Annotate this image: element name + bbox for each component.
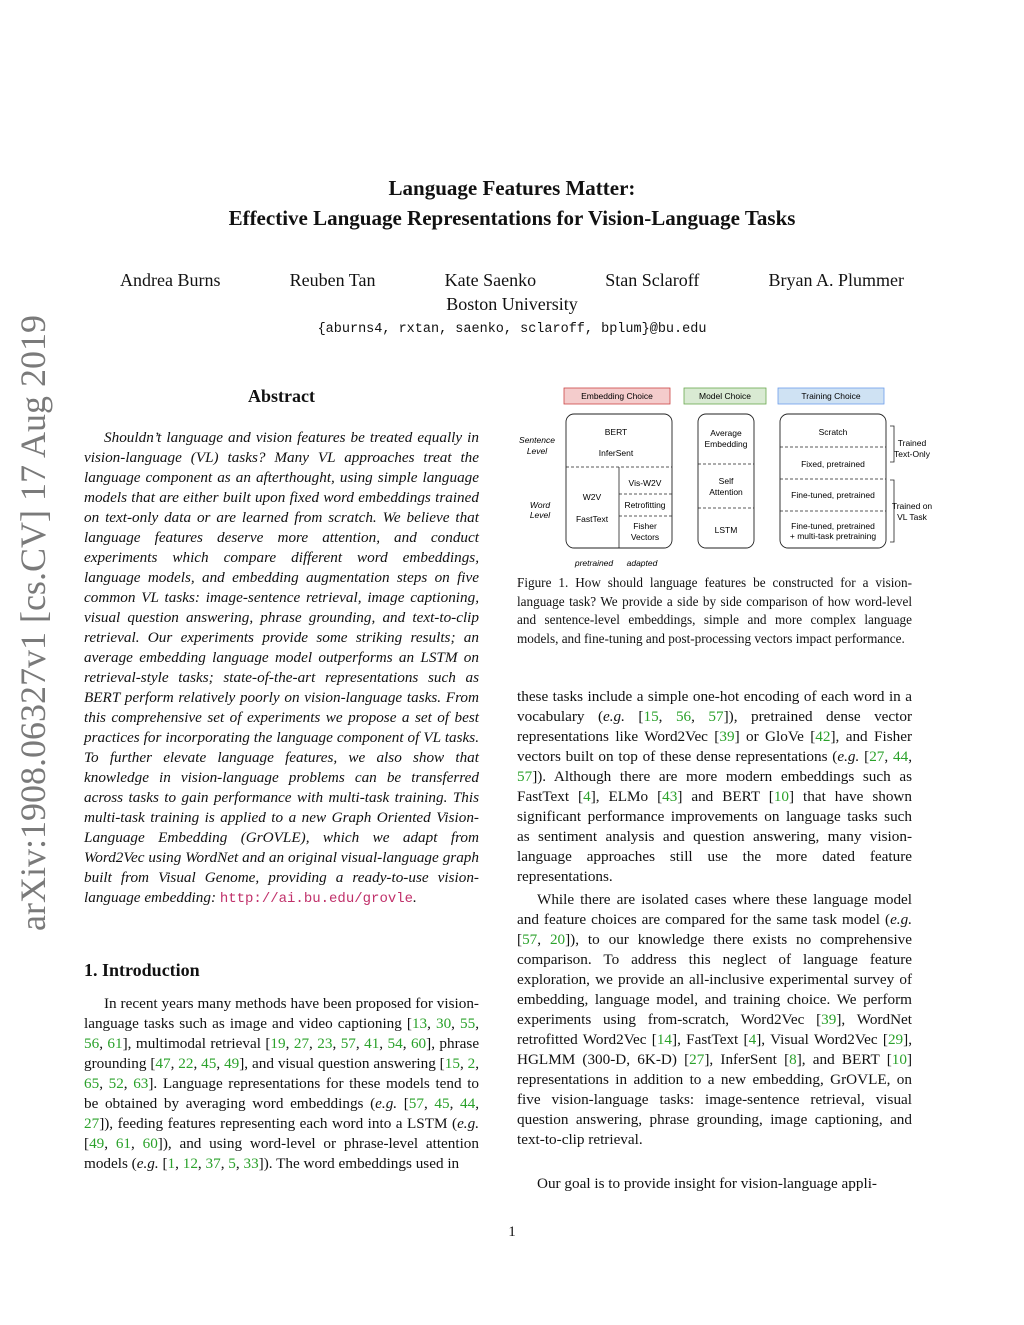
figure-1-caption: Figure 1. How should language features be constructed for a vision-language task? We provide a side by side comparison of how word-level and sentence-level embeddings, simple and more complex language models, and fine-tuning and post-processing vectors impact performance. — [517, 575, 912, 646]
svg-text:Fisher: Fisher — [633, 521, 657, 531]
svg-text:W2V: W2V — [582, 492, 602, 502]
abstract-text: Shouldn’t language and vision features be treated equally in vision-language (VL) tasks? Many VL approaches treat the language component as an afterthought, using simple language models that are either built upon fixed word embeddings trained on text-only data or are learned from scratch. We believe that language features deserve more attention, and conduct experiments which compare different word embeddings, language models, and embedding augmentation steps on five common VL tasks: image-sentence retrieval, image captioning, visual question answering, phrase grounding, and text-to-clip retrieval. Our experiments provide some striking results; an average embedding language model outperforms an LSTM on retrieval-style tasks; state-of-the-art representations such as BERT perform relatively poorly on vision-language tasks. From this comprehensive set of experiments we propose a set of best practices for incorporating the language component of VL tasks. To further elevate language features, we also show that knowledge in vision-language problems can be transferred across tasks to gain performance with multi-task training. This multi-task training is applied to a new Graph Oriented Vision-Language Embedding (GrOVLE), which we adapt from Word2Vec using WordNet and an original visual-language graph built from Visual Genome, providing a ready-to-use vision-language embedding: — [84, 429, 479, 906]
svg-text:Model Choice: Model Choice — [699, 391, 751, 401]
citation-link[interactable]: 1 — [167, 1155, 176, 1172]
svg-text:Fixed, pretrained: Fixed, pretrained — [801, 459, 865, 469]
citation-link[interactable]: 27 — [689, 1051, 705, 1068]
svg-text:+ multi-task pretraining: + multi-task pretraining — [789, 531, 877, 541]
svg-text:Attention: Attention — [709, 487, 743, 497]
paper-title-line1: Language Features Matter: — [388, 176, 636, 200]
citation-link[interactable]: 54 — [387, 1035, 403, 1052]
svg-text:Average: Average — [710, 428, 742, 438]
citation-link[interactable]: 56 — [675, 708, 692, 725]
author-emails: {aburns4, rxtan, saenko, sclaroff, bplum}@bu.edu — [317, 322, 707, 337]
svg-text:Sentence: Sentence — [519, 435, 555, 445]
citation-link[interactable]: 4 — [748, 1031, 757, 1048]
citation-link[interactable]: 5 — [228, 1155, 236, 1172]
svg-text:Retrofitting: Retrofitting — [624, 500, 666, 510]
citation-link[interactable]: 22 — [178, 1055, 194, 1072]
citation-link[interactable]: 15 — [444, 1055, 460, 1072]
page-number: 1 — [508, 1224, 516, 1240]
abstract-body: Shouldn’t language and vision features be treated equally in vision-language (VL) tasks? Many VL approaches treat the language component as an afterthought, using simple language models that are either built upon fixed word embeddings trained on text-only data or are learned from scratch. We believe that language features deserve more attention, and conduct experiments which compare different word embeddings, language models, and embedding augmentation steps on five common VL tasks: image-sentence retrieval, image captioning, visual question answering, phrase grounding, and text-to-clip retrieval. Our experiments provide some striking results; an average embedding language model outperforms an LSTM on retrieval-style tasks; state-of-the-art representations such as BERT perform relatively poorly on vision-language tasks. From this comprehensive set of experiments we propose a set of best practices for incorporating the language component of VL tasks. To further elevate language features, we also show that knowledge in vision-language problems can be transferred across tasks to gain performance with multi-task training. This multi-task training is applied to a new Graph Oriented Vision-Language Embedding (GrOVLE), which we adapt from Word2Vec using WordNet and an original visual-language graph built from Visual Genome, providing a ready-to-use vision-language embedding: http://ai.bu.edu/grovle. — [84, 429, 479, 907]
citation-link[interactable]: 29 — [887, 1031, 904, 1048]
svg-text:Vectors: Vectors — [630, 532, 660, 542]
author: Stan Sclaroff — [605, 270, 700, 290]
svg-text:Trained: Trained — [897, 438, 927, 448]
citation-link[interactable]: 10 — [773, 788, 790, 805]
abstract-heading: Abstract — [248, 386, 315, 406]
level-labels — [519, 435, 555, 520]
svg-text:Fine-tuned, pretrained: Fine-tuned, pretrained — [791, 490, 875, 500]
citation-link[interactable]: 52 — [108, 1075, 124, 1092]
citation-link[interactable]: 20 — [549, 931, 566, 948]
svg-text:LSTM: LSTM — [714, 525, 738, 535]
svg-text:Text-Only: Text-Only — [894, 449, 930, 459]
svg-text:pretrained: pretrained — [574, 558, 614, 568]
citation-link[interactable]: 44 — [460, 1095, 476, 1112]
svg-text:VL Task: VL Task — [897, 512, 927, 522]
citation-link[interactable]: 57 — [708, 708, 724, 725]
citation-link[interactable]: 43 — [662, 788, 678, 805]
citation-link[interactable]: 42 — [815, 728, 831, 745]
citation-link[interactable]: 39 — [821, 1011, 837, 1028]
intro-paragraph-1: In recent years many methods have been proposed for vision-language tasks such as image and video captioning [13, 30, 55, 56, 61], multimodal retrieval [19, 27, 23, 57, 41, 54, 60], phrase grounding [47, 22, 45, 49], and visual question answering [15, 2, 65, 52, 63]. Language representations for these models tend to be obtained by averaging word embeddings (e.g. [57, 45, 44, 27]), feeding features representing each word into a LSTM (e.g. [49, 61, 60]), and using word-level or phrase-level attention models (e.g. [1, 12, 37, 5, 33]). The word embeddings used in — [84, 995, 480, 1172]
citation-link[interactable]: 39 — [719, 728, 735, 745]
figure-1-diagram — [514, 384, 933, 574]
citation-link[interactable]: 13 — [411, 1015, 428, 1032]
citation-link[interactable]: 2 — [467, 1055, 476, 1072]
svg-text:FastText: FastText — [575, 514, 609, 524]
citation-link[interactable]: 27 — [84, 1115, 100, 1132]
citation-link[interactable]: 57 — [522, 931, 538, 948]
citation-link[interactable]: 55 — [460, 1015, 476, 1032]
affiliation: Boston University — [446, 294, 578, 314]
citation-link[interactable]: 41 — [364, 1035, 380, 1052]
citation-link[interactable]: 47 — [155, 1055, 171, 1072]
citation-link[interactable]: 45 — [201, 1055, 217, 1072]
citation-link[interactable]: 4 — [583, 788, 591, 805]
citation-link[interactable]: 63 — [133, 1075, 149, 1092]
author: Reuben Tan — [289, 270, 376, 290]
intro-paragraph-3: While there are isolated cases where these language model and feature choices are compared for the same task model (e.g. [57, 20]), to our knowledge there exists no comprehensive comparison. To address this neglect of language feature exploration, we provide an all-inclusive experimental survey of embedding, language model, and training choice. We perform experiments using from-scratch, Word2Vec [39], WordNet retrofitted Word2Vec [14], FastText [4], Visual Word2Vec [29], HGLMM (300-D, 6K-D) [27], InferSent [8], and BERT [10] representations in addition to a new embedding, GrOVLE, on five vision-language tasks: image-sentence retrieval, visual question answering, phrase grounding, image captioning, and text-to-clip retrieval. — [517, 891, 913, 1148]
citation-link[interactable]: 65 — [84, 1075, 100, 1092]
svg-text:InferSent: InferSent — [598, 448, 634, 458]
citation-link[interactable]: 44 — [893, 748, 909, 765]
citation-link[interactable]: 8 — [789, 1051, 797, 1068]
citation-link[interactable]: 60 — [142, 1135, 158, 1152]
svg-text:Fine-tuned, pretrained: Fine-tuned, pretrained — [791, 521, 875, 531]
citation-link[interactable]: 45 — [434, 1095, 450, 1112]
citation-link[interactable]: 15 — [643, 708, 659, 725]
svg-text:Trained on: Trained on — [891, 501, 933, 511]
citation-link[interactable]: 49 — [224, 1055, 240, 1072]
italic-text: e.g. — [457, 1115, 479, 1132]
author: Andrea Burns — [120, 270, 221, 290]
section-heading-introduction: 1. Introduction — [84, 960, 200, 980]
svg-text:Embedding: Embedding — [704, 439, 748, 449]
citation-link[interactable]: 56 — [84, 1035, 100, 1052]
italic-text: e.g. — [890, 911, 912, 928]
citation-link[interactable]: 61 — [115, 1135, 132, 1152]
citation-link[interactable]: 60 — [410, 1035, 427, 1052]
arxiv-identifier: arXiv:1908.06327v1 [cs.CV] 17 Aug 2019 — [13, 315, 53, 931]
author: Bryan A. Plummer — [768, 270, 904, 290]
citation-link[interactable]: 33 — [243, 1155, 259, 1172]
italic-text: e.g. — [837, 748, 860, 765]
intro-paragraph-2: these tasks include a simple one-hot encoding of each word in a vocabulary (e.g. [15, 56, 57]), pretrained dense vector representations like Word2Vec [39] or GloVe [42], and Fisher vectors built on top of these dense representations (e.g. [27, 44, 57]). Although there are more modern embeddings such as FastText [4], ELMo [43] and BERT [10] that have shown significant performance improvements on language tasks such as sentiment analysis and question answering, many vision-language approaches still use the more dated feature representations. — [517, 688, 913, 885]
citation-link[interactable]: 12 — [182, 1155, 198, 1172]
svg-text:Embedding Choice: Embedding Choice — [581, 391, 653, 401]
svg-text:Word: Word — [529, 500, 551, 510]
project-link[interactable]: http://ai.bu.edu/grovle — [219, 891, 414, 907]
author-list — [100, 270, 924, 291]
svg-text:Training Choice: Training Choice — [801, 391, 861, 401]
paper-title-line2: Effective Language Representations for Vision-Language Tasks — [228, 206, 796, 230]
citation-link[interactable]: 37 — [205, 1155, 221, 1172]
citation-link[interactable]: 27 — [293, 1035, 310, 1052]
citation-link[interactable]: 23 — [317, 1035, 333, 1052]
citation-link[interactable]: 14 — [656, 1031, 673, 1048]
citation-link[interactable]: 27 — [869, 748, 885, 765]
citation-link[interactable]: 57 — [340, 1035, 356, 1052]
citation-link[interactable]: 57 — [517, 768, 533, 785]
svg-text:Level: Level — [526, 446, 548, 456]
svg-text:BERT: BERT — [604, 427, 628, 437]
svg-text:adapted: adapted — [626, 558, 658, 568]
svg-text:Level: Level — [529, 510, 551, 520]
citation-link[interactable]: 19 — [270, 1035, 286, 1052]
italic-text: e.g. — [375, 1095, 398, 1112]
citation-link[interactable]: 30 — [435, 1015, 452, 1032]
svg-text:Scratch: Scratch — [818, 427, 848, 437]
svg-text:Self: Self — [718, 476, 734, 486]
italic-text: e.g. — [136, 1155, 159, 1172]
italic-text: e.g. — [603, 708, 625, 725]
intro-paragraph-4: Our goal is to provide insight for vision-language appli- — [537, 1175, 877, 1192]
citation-link[interactable]: 10 — [891, 1051, 907, 1068]
citation-link[interactable]: 61 — [107, 1035, 123, 1052]
citation-link[interactable]: 49 — [89, 1135, 105, 1152]
svg-text:Vis-W2V: Vis-W2V — [628, 478, 662, 488]
citation-link[interactable]: 57 — [408, 1095, 424, 1112]
author: Kate Saenko — [444, 270, 537, 290]
